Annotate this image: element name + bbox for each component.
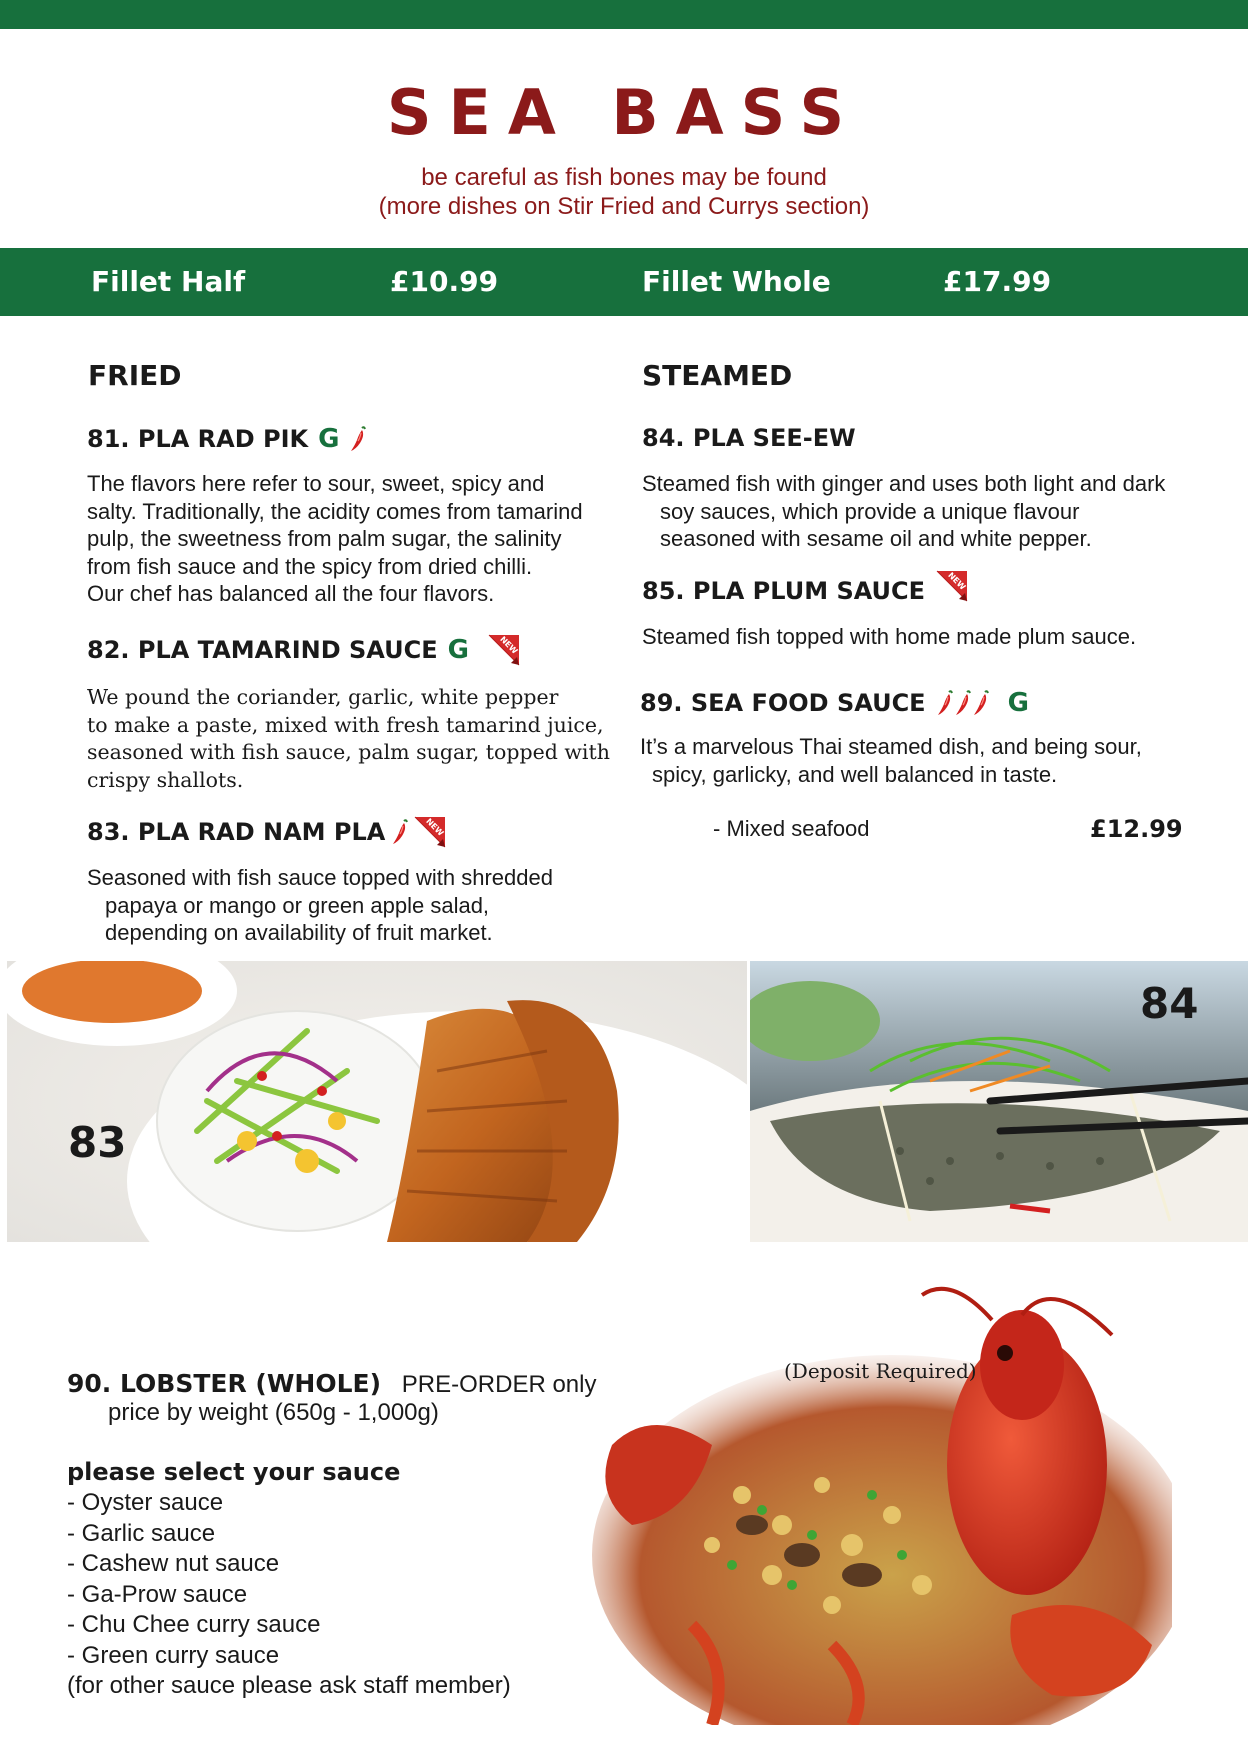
sauce-option: - Ga-Prow sauce: [67, 1580, 248, 1608]
chili-icon: [349, 426, 367, 452]
new-badge-icon: [413, 815, 447, 849]
chili-icon: [972, 690, 990, 716]
desc-line: soy sauces, which provide a unique flavour: [660, 498, 1080, 524]
desc-line: Our chef has balanced all the four flavors.: [87, 581, 495, 606]
subtitle-more-dishes: (more dishes on Stir Fried and Currys section): [378, 193, 870, 220]
dish-90-title: [67, 1369, 596, 1399]
desc-line: depending on availability of fruit market.: [105, 920, 493, 945]
dish-85-title: [642, 577, 969, 605]
desc-line: The flavors here refer to sour, sweet, spicy and: [87, 471, 545, 496]
chili-group: [936, 690, 990, 716]
sauce-option: - Garlic sauce: [67, 1519, 216, 1547]
fried-fish-illustration: [7, 961, 747, 1242]
other-sauce-note: (for other sauce please ask staff member): [67, 1672, 511, 1699]
photo-dish-84: [750, 961, 1248, 1242]
sauce-option: - Oyster sauce: [67, 1489, 224, 1516]
gluten-free-icon: G: [447, 635, 469, 665]
desc-line: Steamed fish topped with home made plum sauce.: [642, 624, 1137, 649]
sauce-heading: please select your sauce: [67, 1458, 401, 1486]
chili-icon: [936, 690, 954, 716]
desc-line: salty. Traditionally, the acidity comes from tamarind: [87, 498, 583, 524]
dish-82-description: [87, 684, 627, 794]
desc-line: Steamed fish with ginger and uses both light and dark: [642, 471, 1166, 496]
sauce-list: [67, 1488, 511, 1702]
dish-83-name: 83. PLA RAD NAM PLA: [87, 818, 386, 846]
dish-85-description: [642, 623, 1202, 651]
sauce-option: - Green curry sauce: [67, 1641, 280, 1669]
gluten-free-icon: G: [318, 424, 340, 454]
fried-heading: FRIED: [88, 359, 182, 392]
dish-90-name: 90. LOBSTER (WHOLE): [67, 1369, 382, 1398]
fillet-whole-price: £17.99: [943, 265, 1052, 298]
desc-line: crispy shallots.: [87, 767, 244, 792]
dish-82-title: [87, 633, 521, 667]
photo-number-84: 84: [1140, 979, 1199, 1028]
dish-83-title: [87, 815, 447, 849]
desc-line: papaya or mango or green apple salad,: [105, 892, 490, 918]
gluten-free-icon: G: [1007, 688, 1029, 718]
dish-81-title: [87, 424, 367, 454]
mixed-seafood-price: £12.99: [1090, 815, 1183, 843]
desc-line: It’s a marvelous Thai steamed dish, and being sour,: [640, 734, 1142, 759]
preorder-note: PRE-ORDER only: [401, 1371, 597, 1398]
dish-84-description: [642, 470, 1202, 553]
desc-line: pulp, the sweetness from palm sugar, the salinity: [87, 526, 562, 551]
dish-81-description: [87, 470, 627, 608]
desc-line: Seasoned with fish sauce topped with shredded: [87, 865, 553, 890]
fillet-half-label: Fillet Half: [91, 265, 246, 298]
dish-89-name: 89. SEA FOOD SAUCE: [640, 689, 926, 717]
dish-83-description: [87, 864, 627, 947]
desc-line: from fish sauce and the spicy from dried chilli.: [87, 553, 533, 579]
steamed-heading: STEAMED: [642, 359, 793, 392]
desc-line: seasoned with fish sauce, palm sugar, topped with: [87, 740, 610, 764]
desc-line: seasoned with sesame oil and white pepper.: [660, 526, 1092, 551]
desc-line: spicy, garlicky, and well balanced in taste.: [652, 761, 1058, 787]
dish-81-name: 81. PLA RAD PIK: [87, 425, 309, 453]
deposit-note: (Deposit Required): [784, 1359, 977, 1383]
top-green-bar: [0, 0, 1248, 29]
dish-89-title: [640, 688, 1029, 718]
dish-84-name: 84. PLA SEE-EW: [642, 424, 856, 452]
fillet-half-price: £10.99: [390, 265, 499, 298]
new-badge-icon: [487, 633, 521, 667]
dish-89-description: [640, 733, 1200, 788]
lobster-illustration: [592, 1285, 1172, 1725]
lobster-price-note: price by weight (650g - 1,000g): [108, 1399, 439, 1426]
photo-dish-83: [7, 961, 747, 1242]
dish-85-name: 85. PLA PLUM SAUCE: [642, 577, 926, 605]
sauce-option: - Cashew nut sauce: [67, 1550, 280, 1577]
dish-84-title: [642, 424, 856, 452]
sauce-option: - Chu Chee curry sauce: [67, 1611, 321, 1638]
photo-lobster: [592, 1285, 1172, 1725]
page-title: SEA BASS: [386, 76, 862, 149]
new-badge-icon: [935, 569, 969, 603]
chili-icon: [391, 819, 409, 845]
photo-number-83: 83: [68, 1118, 127, 1167]
dish-82-name: 82. PLA TAMARIND SAUCE: [87, 636, 438, 664]
mixed-seafood-option: - Mixed seafood: [713, 816, 870, 841]
subtitle-bones-warning: be careful as fish bones may be found: [421, 164, 827, 191]
chili-icon: [954, 690, 972, 716]
desc-line: We pound the coriander, garlic, white pepper: [87, 685, 559, 709]
desc-line: to make a paste, mixed with fresh tamarind juice,: [87, 712, 604, 737]
fillet-whole-label: Fillet Whole: [642, 265, 831, 298]
